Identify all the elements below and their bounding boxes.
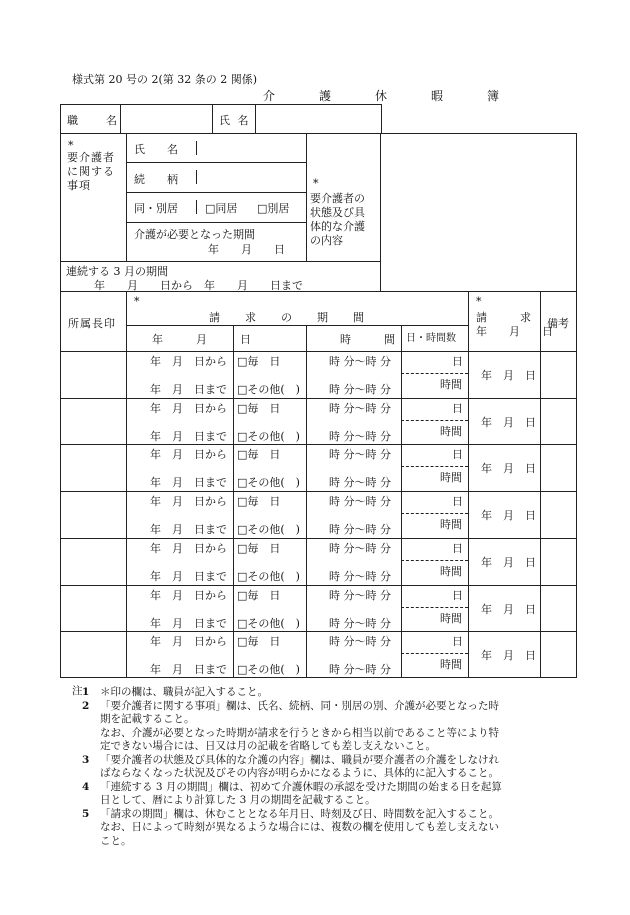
care-label-line2: に関する: [67, 165, 115, 178]
row-day-unit: 日: [452, 541, 463, 555]
note-5-line-2: なお、日によって時刻が異なるような場合には、複数の欄を使用しても差し支えない: [100, 821, 499, 833]
row-every-day-option[interactable]: □毎 日: [237, 495, 281, 509]
col-date-header: 年 月 日: [152, 333, 251, 346]
row-day-unit: 日: [452, 448, 463, 462]
row-every-day-option[interactable]: □毎 日: [237, 541, 281, 555]
row-every-day-option[interactable]: □毎 日: [237, 635, 281, 649]
note-2-line-3: なお、介護が必要となった時期が請求を行うときから相当以前であること等により特: [100, 726, 499, 739]
care-name-label: 氏 名: [134, 143, 178, 156]
row-day-unit: 日: [452, 588, 463, 602]
row-dashed-divider: [401, 560, 468, 561]
row-from-date[interactable]: 年 月 日から: [150, 635, 227, 649]
request-date-label: 請 求: [476, 311, 531, 324]
care-label-line3: 事項: [67, 179, 91, 192]
state-label-line4: の内容: [310, 234, 343, 247]
row-divider: [60, 631, 577, 632]
notes: [62, 686, 572, 848]
care-asterisk: *: [68, 139, 74, 152]
row-day-unit: 日: [452, 355, 463, 368]
three-month-value: 年 月 日から 年 月 日まで: [94, 279, 303, 292]
row-divider: [60, 585, 577, 586]
row-request-date[interactable]: 年 月 日: [481, 602, 536, 616]
request-date-sub: 年 月 日: [476, 325, 553, 338]
row-every-day-option[interactable]: □毎 日: [237, 401, 281, 415]
row-request-date[interactable]: 年 月 日: [481, 509, 536, 523]
row-hour-unit: 時間: [440, 658, 462, 672]
row-request-date[interactable]: 年 月 日: [481, 462, 536, 476]
row-divider: [60, 491, 577, 492]
care-label-line1: 要介護者: [67, 151, 115, 164]
row-time-range-2[interactable]: 時 分〜時 分: [329, 569, 391, 583]
note-5-line-3: こと。: [100, 834, 132, 847]
care-period-label: 介護が必要となった期間: [134, 228, 255, 241]
request-date-asterisk: *: [476, 295, 482, 308]
row-request-date[interactable]: 年 月 日: [481, 415, 536, 429]
row-other-option[interactable]: □その他( ): [237, 429, 300, 443]
row-to-date[interactable]: 年 月 日まで: [150, 523, 227, 537]
row-day-unit: 日: [452, 495, 463, 509]
row-from-date[interactable]: 年 月 日から: [150, 355, 227, 368]
note-4-line-2: 日として、暦により計算した 3 月の期間を記載すること。: [100, 794, 376, 806]
note-3: 3 「要介護者の状態及び具体的な介護の内容」欄は、職員が要介護者の介護をしなけれ: [82, 753, 499, 766]
row-request-date[interactable]: 年 月 日: [481, 649, 536, 663]
row-every-day-option[interactable]: □毎 日: [237, 588, 281, 602]
row-time-range-1[interactable]: 時 分〜時 分: [329, 495, 391, 509]
row-divider: [60, 444, 577, 445]
three-month-label: 連続する 3 月の期間: [66, 265, 168, 278]
row-hour-unit: 時間: [440, 378, 462, 391]
row-to-date[interactable]: 年 月 日まで: [150, 569, 227, 583]
state-content-field[interactable]: [381, 134, 576, 291]
row-to-date[interactable]: 年 月 日まで: [150, 429, 227, 443]
row-divider: [60, 538, 577, 539]
row-divider: [60, 398, 577, 399]
post-label: 職 名: [67, 114, 119, 127]
row-time-range-2[interactable]: 時 分〜時 分: [329, 663, 391, 677]
row-time-range-1[interactable]: 時 分〜時 分: [329, 635, 391, 649]
row-time-range-2[interactable]: 時 分〜時 分: [329, 523, 391, 537]
row-time-range-2[interactable]: 時 分〜時 分: [329, 476, 391, 490]
row-other-option[interactable]: □その他( ): [237, 663, 300, 677]
row-other-option[interactable]: □その他( ): [237, 383, 300, 396]
care-period-date: 年 月 日: [208, 243, 285, 256]
row-other-option[interactable]: □その他( ): [237, 616, 300, 630]
note-4: 4 「連続する 3 月の期間」欄は、初めて介護休暇の承認を受けた期間の始まる日を起算: [82, 780, 502, 793]
row-dashed-divider: [401, 653, 468, 654]
col-time-header: 時 間: [340, 333, 395, 346]
row-hour-unit: 時間: [440, 611, 462, 625]
cohabit-option-separate[interactable]: □別居: [257, 202, 290, 215]
row-other-option[interactable]: □その他( ): [237, 569, 300, 583]
row-to-date[interactable]: 年 月 日まで: [150, 476, 227, 490]
col-days-hours-header: 日・時間数: [406, 333, 456, 344]
chief-seal-label: 所属長印: [68, 317, 116, 330]
row-time-range-1[interactable]: 時 分〜時 分: [329, 588, 391, 602]
note-5: 5 「請求の期間」欄は、休むこととなる年月日、時刻及び日、時間数を記入すること。: [82, 807, 499, 820]
row-dashed-divider: [401, 513, 468, 514]
page-title: 介 護 休 暇 簿: [263, 89, 516, 103]
post-field[interactable]: [121, 105, 211, 133]
note-2-line-2: 期を記載すること。: [100, 713, 195, 725]
row-hour-unit: 時間: [440, 471, 462, 485]
row-time-range-1[interactable]: 時 分〜時 分: [329, 401, 391, 415]
row-time-range-1[interactable]: 時 分〜時 分: [329, 541, 391, 555]
row-other-option[interactable]: □その他( ): [237, 523, 300, 537]
row-to-date[interactable]: 年 月 日まで: [150, 383, 227, 396]
row-day-unit: 日: [452, 401, 463, 415]
row-hour-unit: 時間: [440, 424, 462, 438]
row-dashed-divider: [401, 420, 468, 421]
row-every-day-option[interactable]: □毎 日: [237, 355, 281, 368]
cohabit-option-same[interactable]: □同居: [205, 202, 238, 215]
note-3-line-2: ばならなくなった状況及びその内容が明らかになるように、具体的に記入すること。: [100, 767, 499, 779]
row-day-unit: 日: [452, 635, 463, 649]
name-field[interactable]: [256, 105, 381, 133]
row-from-date[interactable]: 年 月 日から: [150, 541, 227, 555]
care-cohabit-label: 同・別居: [134, 202, 178, 215]
state-asterisk: *: [313, 177, 319, 190]
row-request-date[interactable]: 年 月 日: [481, 555, 536, 569]
care-relation-label: 続 柄: [134, 173, 178, 186]
row-dashed-divider: [401, 373, 468, 374]
row-dashed-divider: [401, 466, 468, 467]
remarks-label: 備考: [547, 317, 569, 330]
note-1: 1 ＊印の欄は、職員が記入すること。: [82, 686, 268, 698]
state-label-line2: 状態及び具: [310, 206, 365, 219]
row-from-date[interactable]: 年 月 日から: [150, 588, 227, 602]
notes-prefix: 注: [72, 685, 83, 697]
row-every-day-option[interactable]: □毎 日: [237, 448, 281, 462]
row-time-range-1[interactable]: 時 分〜時 分: [329, 448, 391, 462]
row-to-date[interactable]: 年 月 日まで: [150, 616, 227, 630]
row-time-range-2[interactable]: 時 分〜時 分: [329, 383, 391, 396]
row-request-date[interactable]: 年 月 日: [481, 369, 536, 382]
request-table: [60, 291, 577, 678]
row-hour-unit: 時間: [440, 564, 462, 578]
state-label-line1: 要介護者の: [310, 192, 365, 205]
row-time-range-1[interactable]: 時 分〜時 分: [329, 355, 391, 368]
row-dashed-divider: [401, 607, 468, 608]
row-time-range-2[interactable]: 時 分〜時 分: [329, 429, 391, 443]
row-from-date[interactable]: 年 月 日から: [150, 448, 227, 462]
row-to-date[interactable]: 年 月 日まで: [150, 663, 227, 677]
note-2: 2 「要介護者に関する事項」欄は、氏名、続柄、同・別居の別、介護が必要となった時: [82, 699, 499, 712]
note-2-line-4: 定できない場合には、日又は月の記載を省略しても差し支えないこと。: [100, 740, 436, 752]
row-from-date[interactable]: 年 月 日から: [150, 495, 227, 509]
period-header: 請 求 の 期 間: [209, 311, 365, 324]
period-asterisk: *: [134, 295, 140, 308]
row-hour-unit: 時間: [440, 518, 462, 532]
row-other-option[interactable]: □その他( ): [237, 476, 300, 490]
row-time-range-2[interactable]: 時 分〜時 分: [329, 616, 391, 630]
row-from-date[interactable]: 年 月 日から: [150, 401, 227, 415]
name-label: 氏 名: [219, 114, 251, 127]
form-number: 様式第 20 号の 2(第 32 条の 2 関係): [72, 73, 258, 86]
state-label-line3: 体的な介護: [310, 220, 365, 233]
